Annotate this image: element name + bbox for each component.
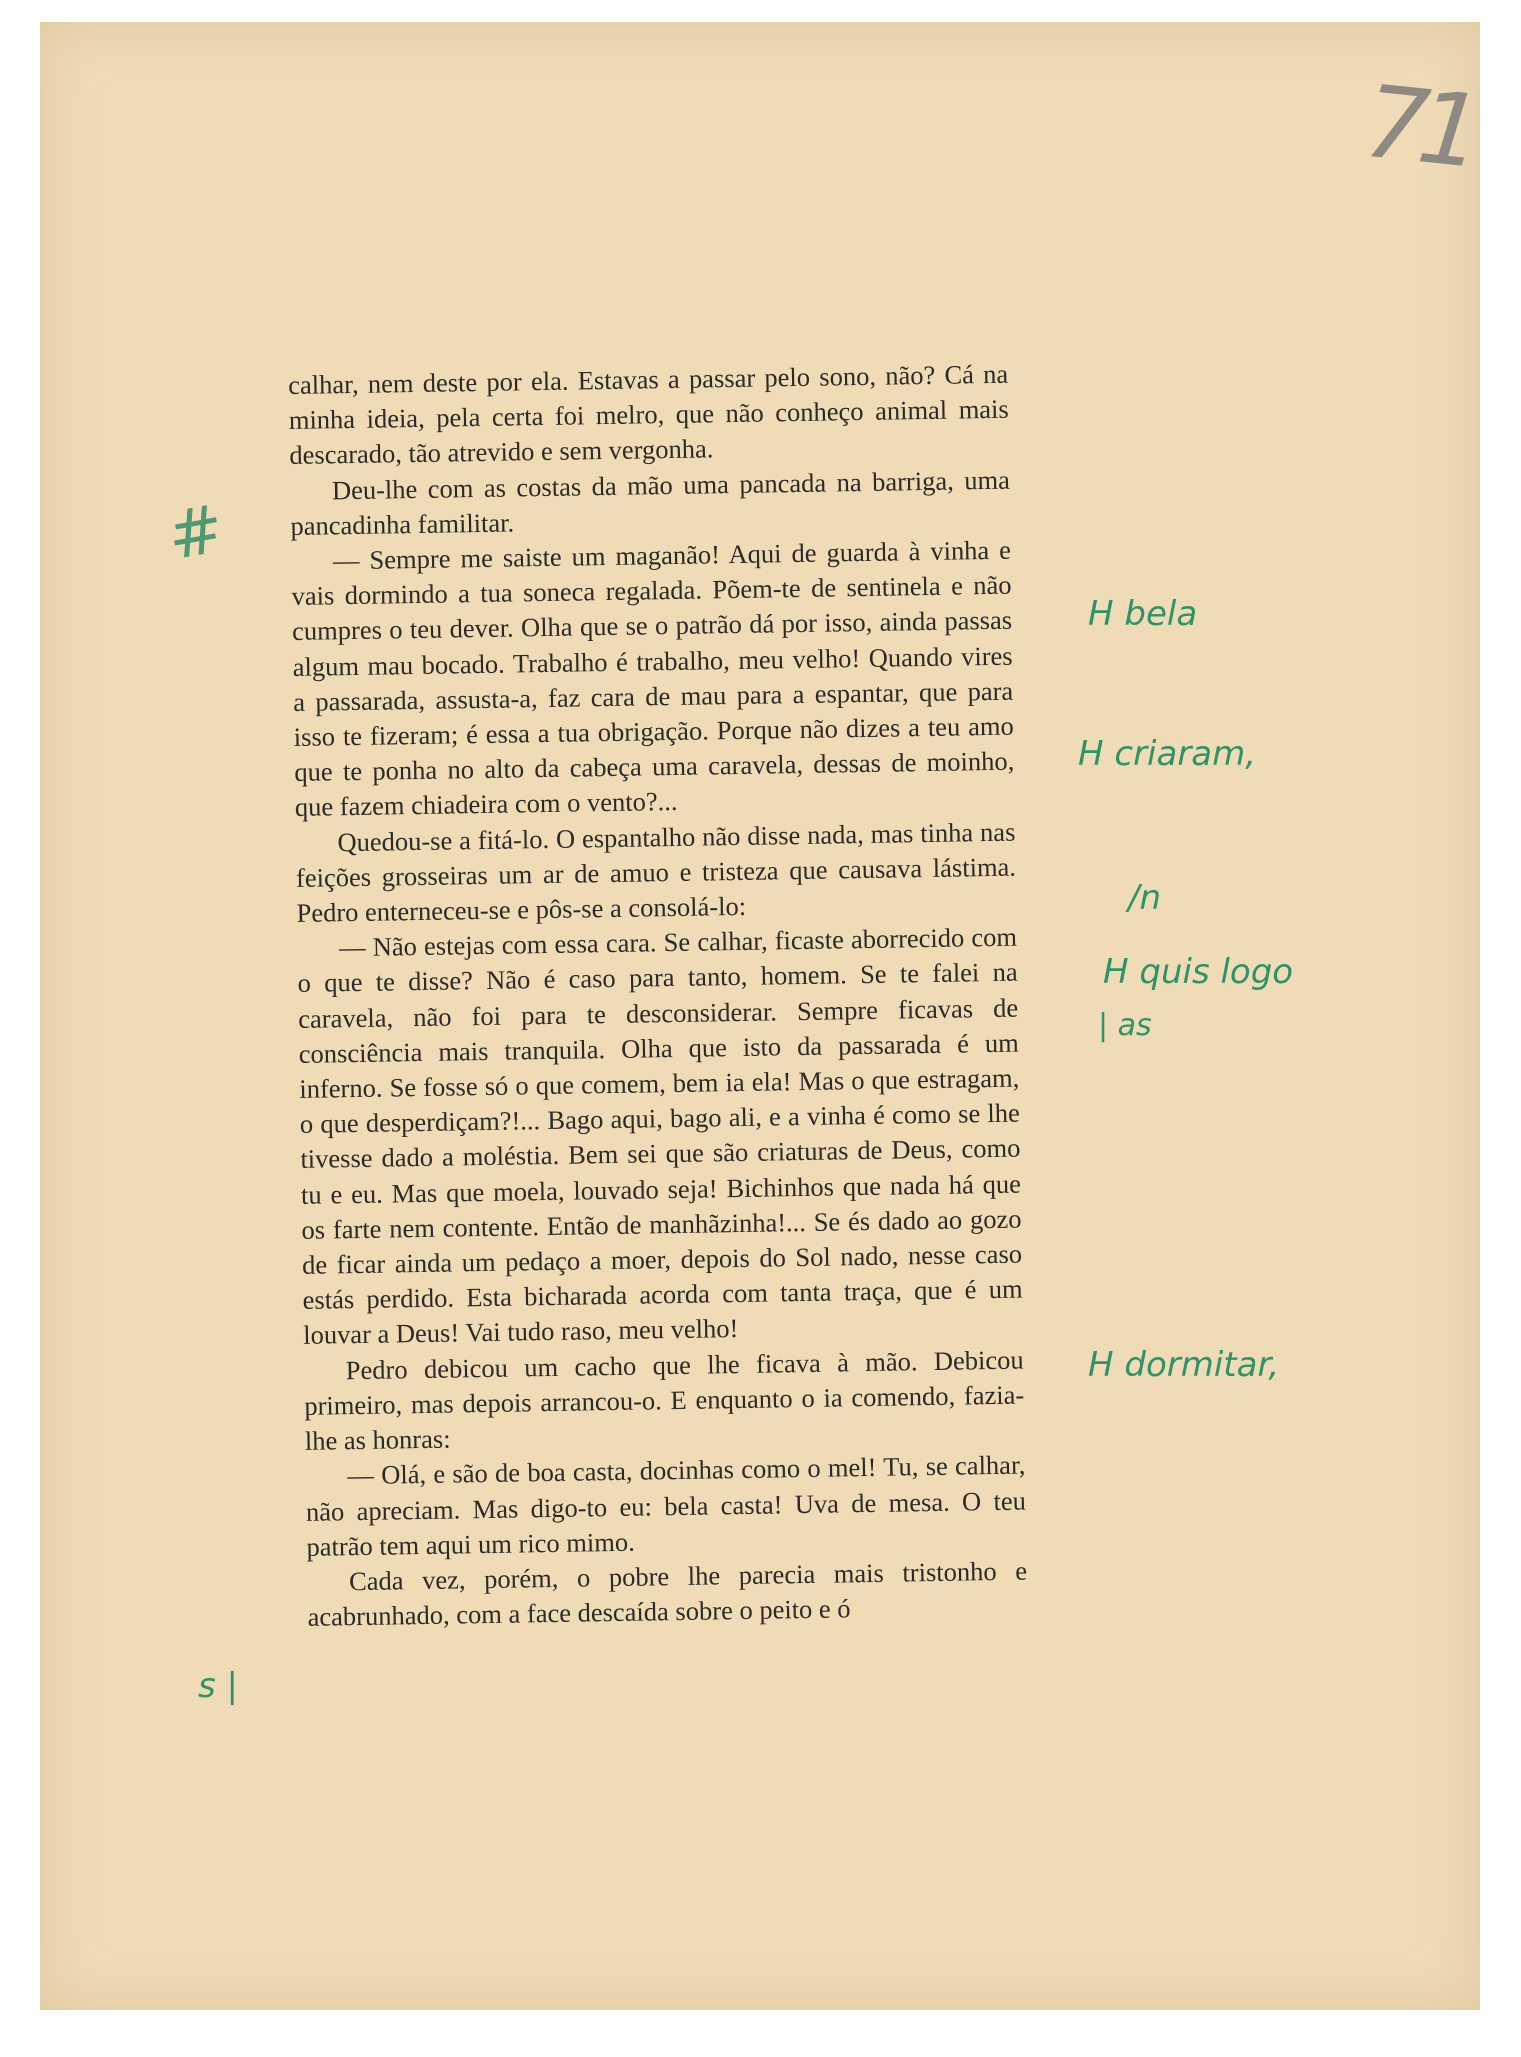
paragraph: Cada vez, porém, o pobre lhe parecia mais tristonho e acabrunhado, com a face descaída sobre o peito e ó (307, 1555, 1028, 1632)
margin-note-criaram: H criaram, (1078, 734, 1257, 774)
paragraph: Deu-lhe com as costas da mão uma pancada na barriga, uma pancadinha familitar. (290, 464, 1011, 541)
margin-mark-hash: # (161, 489, 230, 576)
paragraph: calhar, nem deste por ela. Estavas a passar pelo sono, não? Cá na minha ideia, pela certa foi melro, que não conheço animal mais descarado, tão atrevido e sem vergonha. (288, 358, 1009, 471)
margin-note-as: | as (1098, 1008, 1152, 1043)
margin-note-bela: H bela (1088, 594, 1198, 634)
paragraph: Quedou-se a fitá-lo. O espantalho não disse nada, mas tinha nas feições grosseiras um ar de amuo e tristeza que causava lástima. Pedro enterneceu-se e pôs-se a consolá-lo: (295, 816, 1017, 928)
body-text (288, 357, 1028, 1635)
margin-note-n: /n (1128, 878, 1162, 918)
margin-note-dormitar: H dormitar, (1088, 1345, 1280, 1385)
page-number: 71 (1359, 62, 1479, 191)
paragraph: — Sempre me saiste um maganão! Aqui de guarda à vinha e vais dormindo a tua soneca regalada. Põem-te de sentinela e não cumpres o teu dever. Olha que se o patrão dá por isso, ainda passas algum mau bocado. Trabalho é trabalho, meu velho! Quando vires a passarada, assusta-a, faz cara de mau para a espantar, que para isso te fizeram; é essa a tua obrigação. Porque não dizes a teu amo que te ponha no alto da cabeça uma caravela, dessas de moinho, que fazem chiadeira com o vento?... (291, 534, 1015, 823)
paragraph: — Não estejas com essa cara. Se calhar, ficaste aborrecido com o que te disse? Não é caso para tanto, homem. Se te falei na caravela, não foi para te desconsiderar. Sempre ficavas de consciência mais tranquila. Olha que isto da passarada é um inferno. Se fosse só o que comem, bem ia ela! Mas o que estragam, o que desperdiçam?!... Bago aqui, bago ali, e a vinha é como se lhe tivesse dado a moléstia. Bem sei que são criaturas de Deus, como tu e eu. Mas que moela, louvado seja! Bichinhos que nada há que os farte nem contente. Então de manhãzinha!... Se és dado ao gozo de ficar ainda um pedaço a moer, depois do Sol nado, nesse caso estás perdido. Esta bicharada acorda com tanta traça, que é um louvar a Deus! Vai tudo raso, meu velho! (297, 921, 1023, 1351)
margin-note-quis-logo: H quis logo (1103, 952, 1294, 992)
paragraph: — Olá, e são de boa casta, docinhas como o mel! Tu, se calhar, não apreciam. Mas digo-to eu: bela casta! Uva de mesa. O teu patrão tem aqui um rico mimo. (305, 1449, 1027, 1562)
margin-note-s: s | (198, 1666, 238, 1706)
paragraph: Pedro debicou um cacho que lhe ficava à mão. Debicou primeiro, mas depois arrancou-o. E enquanto o ia comendo, fazia-lhe as honras: (304, 1344, 1025, 1456)
